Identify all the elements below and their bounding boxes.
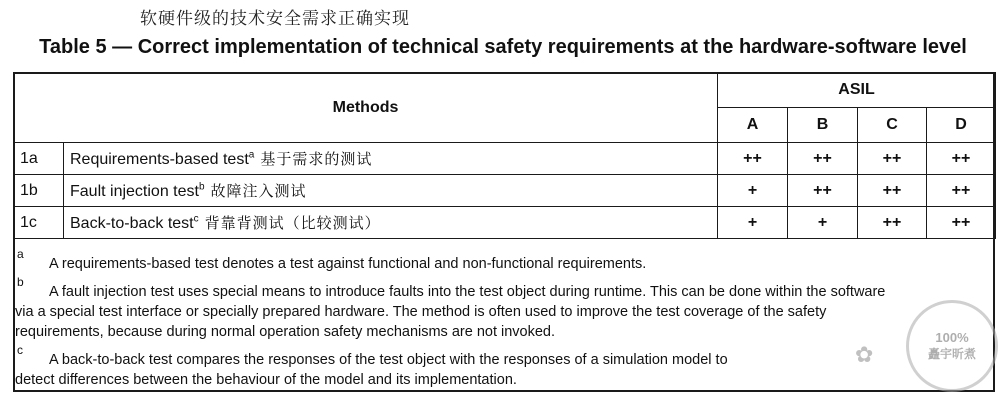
row-id: 1b	[14, 175, 64, 207]
method-cell	[64, 175, 718, 207]
value-d: ++	[927, 207, 996, 239]
row-id: 1a	[14, 143, 64, 175]
asil-col-b: B	[788, 108, 858, 143]
note-ref: c	[193, 213, 199, 225]
footnote-line: A requirements-based test denotes a test against functional and non-functional requirements.	[49, 256, 647, 272]
table-row	[14, 143, 996, 175]
footnote-line: A back-to-back test compares the responses of the test object with the responses of a simulation model to	[49, 352, 728, 368]
method-name: Requirements-based test	[70, 151, 249, 168]
value-c: ++	[858, 207, 927, 239]
footnote-mark: c	[17, 343, 23, 357]
stamp-mid: 矗宇昕煮	[927, 347, 976, 361]
method-cell	[64, 207, 718, 239]
footnote-line: A fault injection test uses special means to introduce faults into the test object during runtime. This can be done within the software	[49, 284, 886, 300]
footnote-mark: b	[17, 275, 24, 289]
stamp-top: 100%	[935, 330, 969, 345]
methods-header: Methods	[14, 73, 718, 143]
method-name: Fault injection test	[70, 183, 199, 200]
value-a: +	[718, 175, 788, 207]
value-b: +	[788, 207, 858, 239]
footnote-a	[15, 246, 993, 274]
watermark-icon: ✿	[855, 343, 874, 368]
chinese-title: 软硬件级的技术安全需求正确实现	[140, 9, 410, 29]
footnote-line: detect differences between the behaviour of the model and its implementation.	[15, 372, 517, 388]
asil-header: ASIL	[718, 73, 996, 108]
value-b: ++	[788, 143, 858, 175]
table-row	[14, 175, 996, 207]
watermark-stamp	[906, 300, 998, 392]
table-title: Table 5 — Correct implementation of technical safety requirements at the hardware-software level	[39, 36, 967, 58]
footnote-b	[15, 274, 993, 342]
asil-col-a: A	[718, 108, 788, 143]
note-ref: b	[198, 181, 205, 193]
footnote-c	[15, 342, 993, 390]
row-id: 1c	[14, 207, 64, 239]
footnote-mark: a	[17, 247, 24, 261]
value-c: ++	[858, 143, 927, 175]
footnote-line: requirements, because during normal operation safety mechanisms are not invoked.	[15, 324, 556, 340]
footnote-line: via a special test interface or specially prepared hardware. The method is often used to improve the test coverage of the safety	[15, 304, 827, 320]
value-d: ++	[927, 175, 996, 207]
asil-col-d: D	[927, 108, 996, 143]
value-a: +	[718, 207, 788, 239]
method-cn: 背靠背测试（比较测试）	[204, 214, 381, 232]
methods-table	[13, 72, 996, 239]
method-cn: 基于需求的测试	[260, 150, 373, 168]
value-a: ++	[718, 143, 788, 175]
note-ref: a	[248, 149, 255, 161]
value-b: ++	[788, 175, 858, 207]
method-cn: 故障注入测试	[210, 182, 307, 200]
value-c: ++	[858, 175, 927, 207]
method-cell	[64, 143, 718, 175]
table-row	[14, 207, 996, 239]
asil-col-c: C	[858, 108, 927, 143]
method-name: Back-to-back test	[70, 215, 194, 232]
value-d: ++	[927, 143, 996, 175]
